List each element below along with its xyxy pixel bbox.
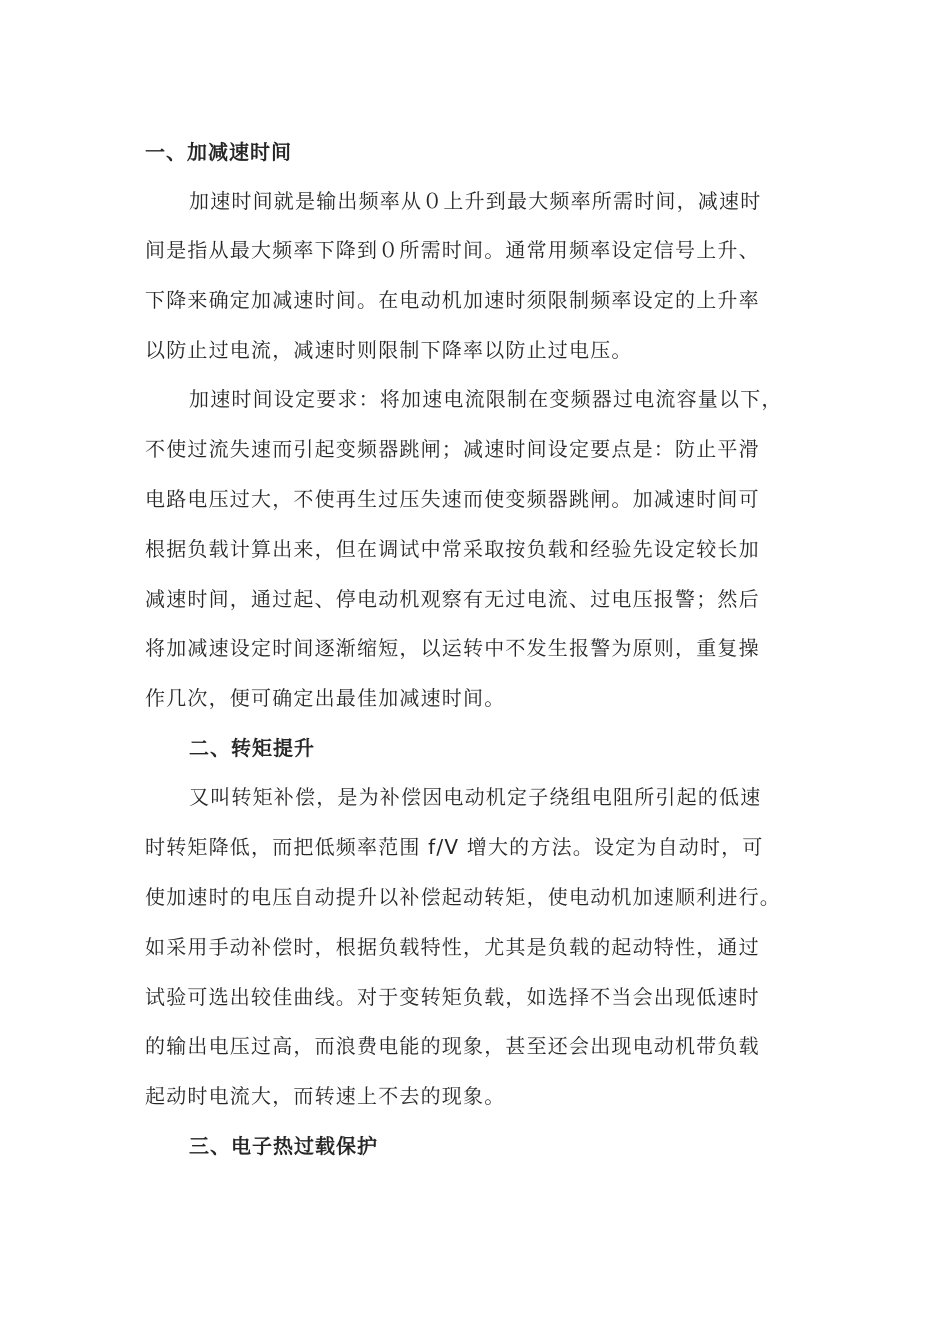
text-line: 使加速时的电压自动提升以补偿起动转矩，使电动机加速顺利进行。 [145, 885, 781, 909]
text-line: 以防止过电流，减速时则限制下降率以防止过电压。 [145, 338, 633, 362]
text-line: 加速时间设定要求：将加速电流限制在变频器过电流容量以下， [189, 387, 783, 411]
text-line: 试验可选出较佳曲线。对于变转矩负载，如选择不当会出现低速时 [145, 985, 760, 1009]
text-line: 起动时电流大，而转速上不去的现象。 [145, 1084, 506, 1108]
text-line: 不使过流失速而引起变频器跳闸；减速时间设定要点是：防止平滑 [145, 437, 760, 461]
text-line: 下降来确定加减速时间。在电动机加速时须限制频率设定的上升率 [145, 288, 760, 312]
text-line: 又叫转矩补偿，是为补偿因电动机定子绕组电阻所引起的低速 [189, 785, 762, 809]
text-line: 如采用手动补偿时，根据负载特性，尤其是负载的起动特性，通过 [145, 935, 760, 959]
section-heading-2: 二、转矩提升 [189, 736, 315, 760]
text-line: 作几次，便可确定出最佳加减速时间。 [145, 686, 506, 710]
text-line: 根据负载计算出来，但在调试中常采取按负载和经验先设定较长加 [145, 537, 760, 561]
text-line: 减速时间，通过起、停电动机观察有无过电流、过电压报警；然后 [145, 587, 760, 611]
text-line: 间是指从最大频率下降到０所需时间。通常用频率设定信号上升、 [145, 238, 760, 262]
text-line: 电路电压过大，不使再生过压失速而使变频器跳闸。加减速时间可 [145, 487, 760, 511]
text-line: 时转矩降低，而把低频率范围 f/V 增大的方法。设定为自动时，可 [145, 835, 764, 859]
section-heading-3: 三、电子热过载保护 [189, 1134, 378, 1158]
text-line: 将加减速设定时间逐渐缩短，以运转中不发生报警为原则，重复操 [145, 636, 760, 660]
section-heading-1: 一、加减速时间 [145, 140, 292, 164]
text-line: 的输出电压过高，而浪费电能的现象，甚至还会出现电动机带负载 [145, 1034, 760, 1058]
text-line: 加速时间就是输出频率从０上升到最大频率所需时间，减速时 [189, 189, 762, 213]
